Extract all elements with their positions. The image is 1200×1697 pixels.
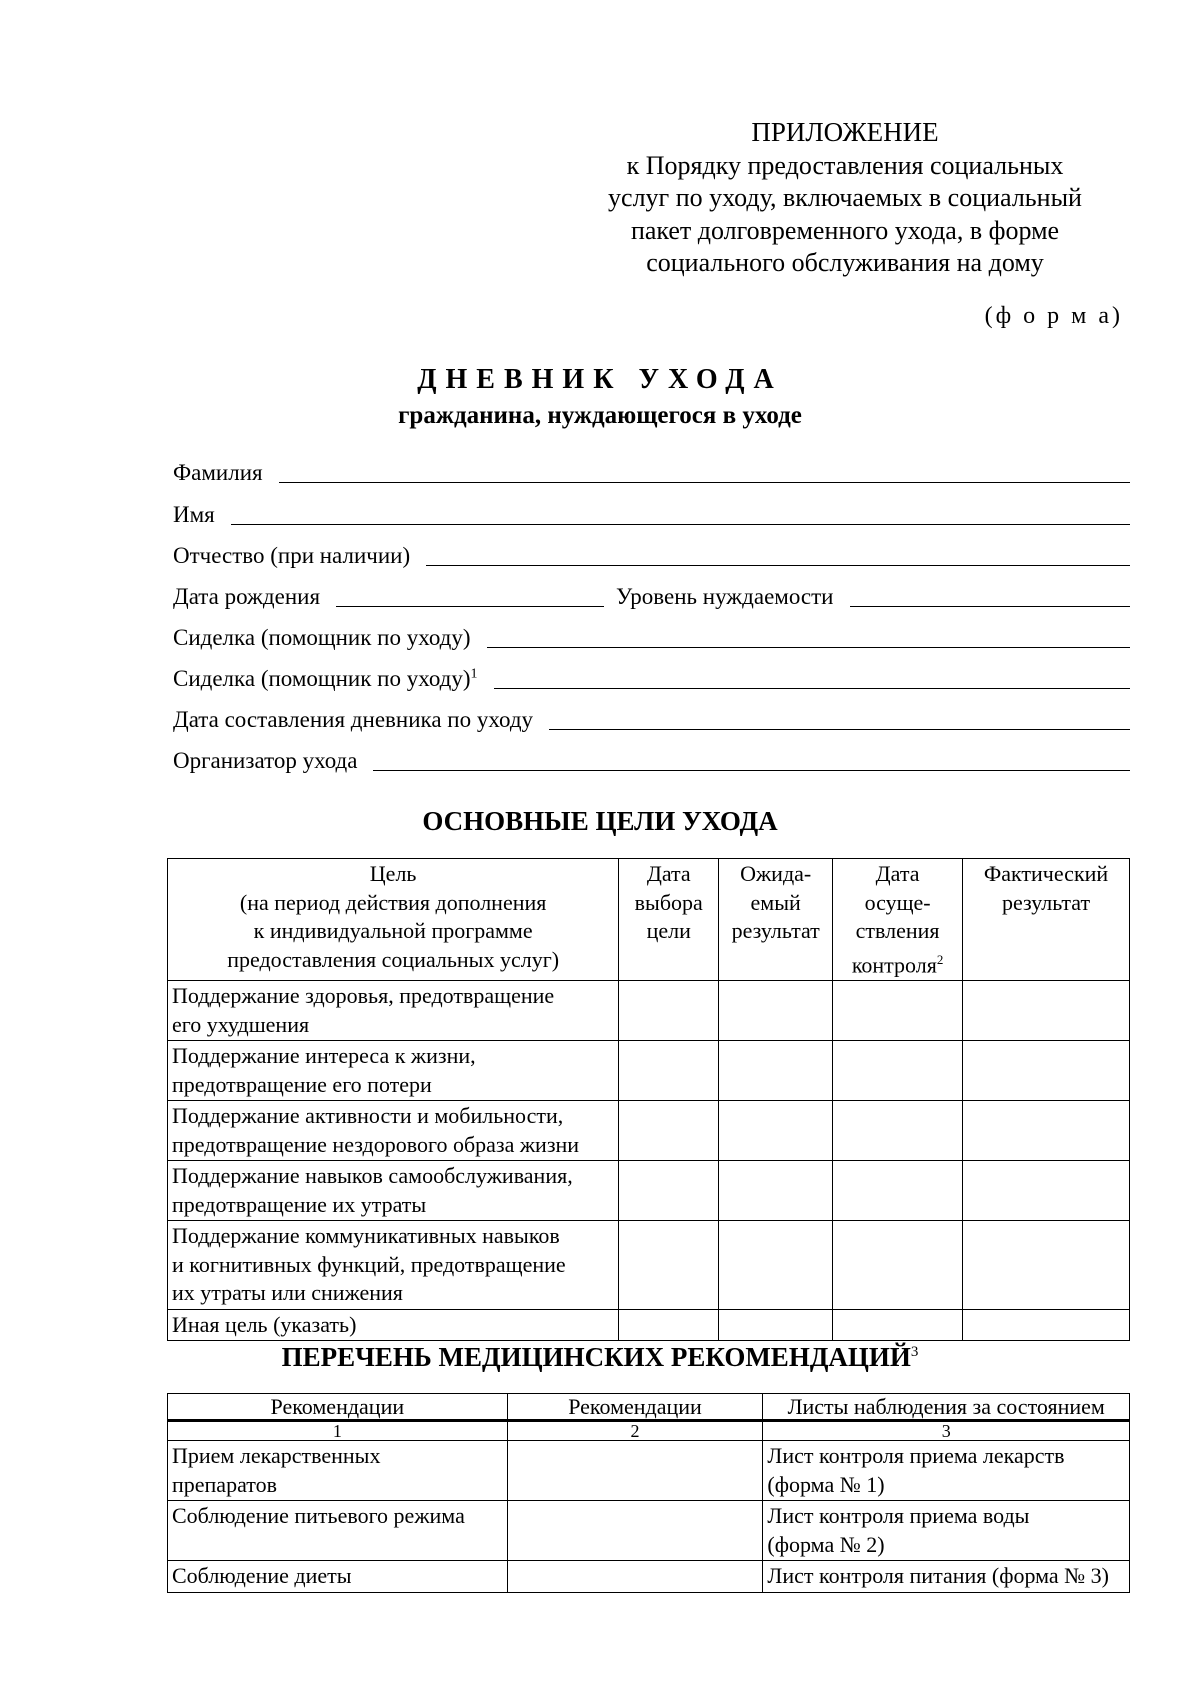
need-level-label: Уровень нуждаемости	[616, 584, 834, 609]
observation-sheet-cell: Лист контроля приема лекарств (форма № 1)	[763, 1441, 1130, 1501]
patronymic-field	[173, 535, 1130, 569]
empty-cell[interactable]	[719, 1221, 833, 1310]
table-row	[168, 1441, 1130, 1501]
caregiver-second-field	[173, 658, 1130, 692]
table-row	[168, 1501, 1130, 1561]
caregiver-label: Сиделка (помощник по уходу)	[173, 625, 471, 650]
expected-result-header: Ожида- емый результат	[719, 859, 833, 981]
empty-cell[interactable]	[619, 1101, 719, 1161]
empty-cell[interactable]	[619, 1309, 719, 1341]
empty-cell[interactable]	[619, 1221, 719, 1310]
appendix-header	[560, 116, 1130, 280]
caregiver-second-label: Сиделка (помощник по уходу)$^1$	[173, 666, 478, 691]
birth-date-label: Дата рождения	[173, 584, 321, 609]
goals-header-row	[168, 859, 1130, 981]
care-organizer-input-line[interactable]	[373, 769, 1130, 771]
recommendations-title: ПЕРЕЧЕНЬ МЕДИЦИНСКИХ РЕКОМЕНДАЦИЙ$^3$	[281, 1342, 919, 1372]
empty-cell[interactable]	[963, 981, 1130, 1041]
surname-field	[173, 452, 1130, 486]
name-input-line[interactable]	[231, 523, 1130, 525]
goal-cell: Поддержание активности и мобильности, предотвращение нездорового образа жизни	[168, 1101, 619, 1161]
empty-cell[interactable]	[719, 1101, 833, 1161]
empty-cell[interactable]	[963, 1161, 1130, 1221]
recommendation-cell: Прием лекарственных препаратов	[168, 1441, 508, 1501]
caregiver-second-input-line[interactable]	[494, 687, 1130, 689]
name-label: Имя	[173, 502, 215, 527]
observation-sheets-header: Листы наблюдения за состоянием	[763, 1394, 1130, 1421]
appendix-line: пакет долговременного ухода, в форме	[630, 215, 1060, 245]
empty-cell[interactable]	[719, 981, 833, 1041]
table-row	[168, 1041, 1130, 1101]
recommendation-header: Рекомендации	[507, 1394, 763, 1421]
recommendation-cell: Соблюдение диеты	[168, 1561, 508, 1593]
observation-sheet-cell: Лист контроля приема воды (форма № 2)	[763, 1501, 1130, 1561]
empty-cell[interactable]	[719, 1309, 833, 1341]
care-organizer-field	[173, 740, 1130, 774]
name-field	[173, 494, 1130, 528]
empty-cell[interactable]	[833, 1309, 963, 1341]
recommendation-cell: Соблюдение питьевого режима	[168, 1501, 508, 1561]
table-row	[168, 1161, 1130, 1221]
table-row	[168, 1309, 1130, 1341]
table-row	[168, 1561, 1130, 1593]
table-row	[168, 981, 1130, 1041]
empty-cell[interactable]	[833, 1221, 963, 1310]
patronymic-input-line[interactable]	[426, 564, 1130, 566]
column-number: 2	[507, 1421, 763, 1441]
column-numbers-row	[168, 1421, 1130, 1441]
footnote-mark: 3	[910, 1344, 919, 1360]
actual-result-header: Фактический результат	[963, 859, 1130, 981]
appendix-line: к Порядку предоставления социальных	[626, 150, 1064, 180]
goal-cell: Поддержание коммуникативных навыков и когнитивных функций, предотвращение их утраты или снижения	[168, 1221, 619, 1310]
table-row	[168, 1221, 1130, 1310]
column-number: 1	[168, 1421, 508, 1441]
empty-cell[interactable]	[619, 981, 719, 1041]
recommendations-header-row	[168, 1394, 1130, 1421]
column-number: 3	[763, 1421, 1130, 1441]
empty-cell[interactable]	[619, 1161, 719, 1221]
diary-date-label: Дата составления дневника по уходу	[173, 707, 534, 732]
caregiver-field	[173, 617, 1130, 651]
goals-title: ОСНОВНЫЕ ЦЕЛИ УХОДА	[422, 806, 778, 836]
footnote-mark: 2	[936, 951, 944, 967]
empty-cell[interactable]	[833, 1101, 963, 1161]
surname-input-line[interactable]	[279, 481, 1130, 483]
selection-date-header: Дата выбора цели	[619, 859, 719, 981]
goal-cell: Иная цель (указать)	[168, 1309, 619, 1341]
diary-title: ДНЕВНИК УХОДА	[417, 364, 783, 395]
diary-date-input-line[interactable]	[549, 728, 1130, 730]
recommendation-header: Рекомендации	[168, 1394, 508, 1421]
empty-cell[interactable]	[963, 1101, 1130, 1161]
appendix-line: услуг по уходу, включаемых в социальный	[608, 183, 1082, 212]
control-date-header: Дата осуще- ствления контроля$^2$	[833, 859, 963, 981]
appendix-line: социального обслуживания на дому	[646, 248, 1044, 277]
goal-cell: Поддержание интереса к жизни, предотвращение его потери	[168, 1041, 619, 1101]
goal-cell: Поддержание навыков самообслуживания, предотвращение их утраты	[168, 1161, 619, 1221]
empty-cell[interactable]	[963, 1041, 1130, 1101]
birth-date-input-line[interactable]	[336, 605, 604, 607]
caregiver-input-line[interactable]	[487, 646, 1130, 648]
surname-label: Фамилия	[173, 460, 263, 485]
empty-cell[interactable]	[833, 1041, 963, 1101]
empty-cell[interactable]	[963, 1309, 1130, 1341]
table-row	[168, 1101, 1130, 1161]
empty-cell[interactable]	[507, 1561, 763, 1593]
footnote-mark: 1	[470, 666, 478, 682]
goal-header: Цель (на период действия дополнения к индивидуальной программе предоставления социальных услуг)	[168, 859, 619, 981]
empty-cell[interactable]	[963, 1221, 1130, 1310]
goals-table	[167, 858, 1130, 1341]
diary-subtitle: гражданина, нуждающегося в уходе	[398, 402, 802, 429]
birth-need-field	[173, 576, 1130, 610]
empty-cell[interactable]	[833, 981, 963, 1041]
care-organizer-label: Организатор ухода	[173, 748, 358, 773]
empty-cell[interactable]	[833, 1161, 963, 1221]
empty-cell[interactable]	[619, 1041, 719, 1101]
empty-cell[interactable]	[507, 1441, 763, 1501]
goal-cell: Поддержание здоровья, предотвращение его ухудшения	[168, 981, 619, 1041]
appendix-title: ПРИЛОЖЕНИЕ	[751, 117, 939, 147]
form-mark: (ф о р м а)	[984, 303, 1123, 329]
diary-date-field	[173, 699, 1130, 733]
empty-cell[interactable]	[719, 1041, 833, 1101]
need-level-input-line[interactable]	[850, 605, 1131, 607]
patronymic-label: Отчество (при наличии)	[173, 543, 411, 568]
recommendations-table	[167, 1393, 1130, 1593]
empty-cell[interactable]	[507, 1501, 763, 1561]
observation-sheet-cell: Лист контроля питания (форма № 3)	[763, 1561, 1130, 1593]
empty-cell[interactable]	[719, 1161, 833, 1221]
